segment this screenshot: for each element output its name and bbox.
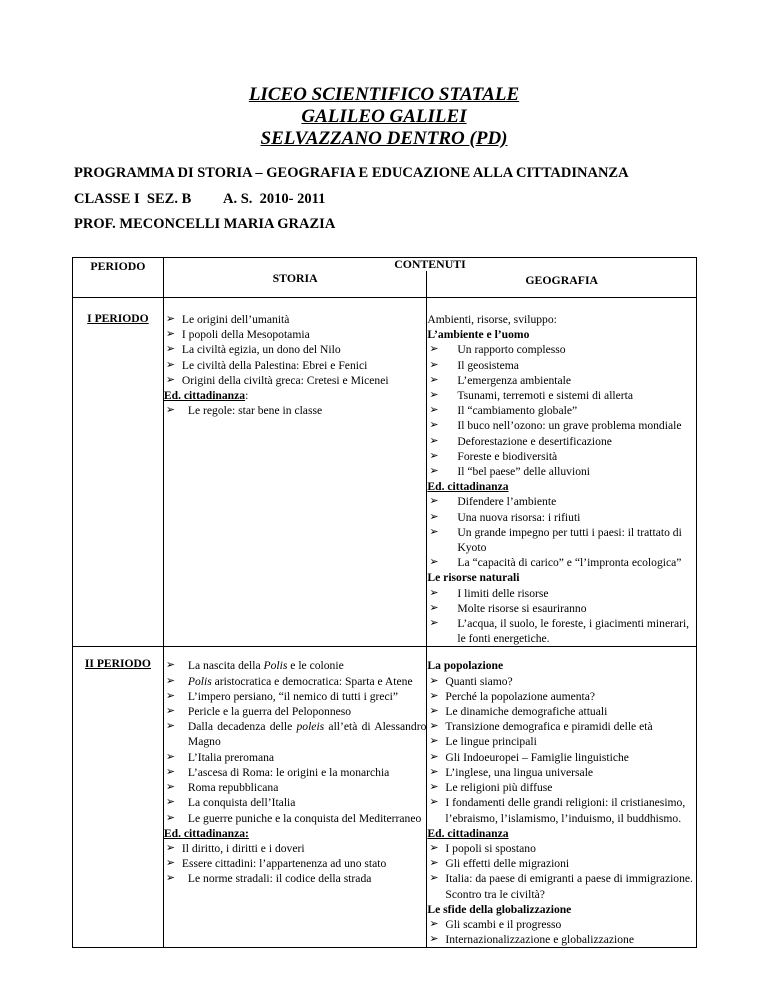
list-item: ➢ La conquista dell’Italia — [164, 795, 427, 810]
list-item: ➢ L’inglese, una lingua universale — [427, 765, 696, 780]
list-item: ➢ Quanti siamo? — [427, 674, 696, 689]
list-item: ➢ L’Italia preromana — [164, 750, 427, 765]
list-item: ➢ Difendere l’ambiente — [427, 494, 696, 509]
list-item: ➢ Il “bel paese” delle alluvioni — [427, 464, 696, 479]
list-item: ➢ Il “cambiamento globale” — [427, 403, 696, 418]
list-item: ➢ La civiltà egizia, un dono del Nilo — [164, 342, 427, 357]
list-item: ➢ Origini della civiltà greca: Cretesi e Micenei — [164, 373, 427, 388]
geo-list-5 — [427, 841, 696, 902]
list-item: ➢ Le guerre puniche e la conquista del Mediterraneo — [164, 811, 427, 826]
storia-list-1 — [164, 312, 427, 388]
list-item: ➢ Una nuova risorsa: i rifiuti — [427, 510, 696, 525]
storia-list-2 — [164, 658, 427, 825]
header-geografia: GEOGRAFIA — [427, 271, 697, 298]
storia-cell-1: ➢ Le origini dell’umanità ➢ I popoli della Mesopotamia ➢ La civiltà egizia, un dono del Nilo ➢ Le civiltà della Palestina: Ebrei e Fenici ➢ Origini della civiltà greca: Cretesi e Micenei Ed. cittadinanza: ➢ Le regole: star bene in classe — [163, 298, 427, 647]
list-item: ➢ Le dinamiche demografiche attuali — [427, 704, 696, 719]
list-item: ➢ Pericle e la guerra del Peloponneso — [164, 704, 427, 719]
geo-ed-heading: Ed. cittadinanza — [427, 480, 509, 494]
period-label-1: I PERIODO — [73, 298, 164, 647]
header-periodo: PERIODO — [73, 258, 164, 298]
list-item: ➢ Il diritto, i diritti e i doveri — [164, 841, 427, 856]
school-dedication: GALILEO GALILEI — [301, 106, 467, 127]
list-item: ➢ Le norme stradali: il codice della strada — [164, 871, 427, 886]
list-item: ➢ Un grande impegno per tutti i paesi: il trattato di Kyoto — [427, 525, 696, 555]
ed-list-1 — [164, 403, 427, 418]
list-item: ➢ Transizione demografica e piramidi delle età — [427, 719, 696, 734]
list-item: ➢ Foreste e biodiversità — [427, 449, 696, 464]
list-item: ➢ L’emergenza ambientale — [427, 373, 696, 388]
list-item: ➢ Dalla decadenza delle poleis all’età di Alessandro Magno — [164, 719, 427, 749]
school-location: SELVAZZANO DENTRO (PD) — [260, 128, 508, 149]
geografia-cell-2 — [427, 647, 697, 948]
list-item: ➢ I limiti delle risorse — [427, 586, 696, 601]
geografia-cell-1 — [427, 298, 697, 647]
list-item: ➢ L’impero persiano, “il nemico di tutti i greci” — [164, 689, 427, 704]
list-item: ➢ Gli scambi e il progresso — [427, 917, 696, 932]
table-row-p2 — [73, 647, 697, 948]
geo-heading: L’ambiente e l’uomo — [427, 328, 530, 342]
geo-list-3 — [427, 586, 696, 647]
list-item: ➢ Tsunami, terremoti e sistemi di allerta — [427, 388, 696, 403]
school-year: A. S. 2010- 2011 — [223, 191, 326, 207]
list-item: ➢ Il buco nell’ozono: un grave problema mondiale — [427, 418, 696, 433]
program-table — [72, 257, 697, 948]
list-item: ➢ Roma repubblicana — [164, 780, 427, 795]
period-label-2: II PERIODO — [73, 647, 164, 948]
list-item: ➢ Le regole: star bene in classe — [164, 403, 427, 418]
ed-cittadinanza-heading: Ed. cittadinanza — [163, 389, 246, 403]
header-contenuti: CONTENUTI — [163, 258, 696, 272]
list-item: ➢ L’acqua, il suolo, le foreste, i giacimenti minerari, le fonti energetiche. — [427, 616, 696, 646]
ed-cittadinanza-heading: Ed. cittadinanza: — [163, 826, 249, 840]
list-item: ➢ Un rapporto complesso — [427, 342, 696, 357]
program-title: PROGRAMMA DI STORIA – GEOGRAFIA E EDUCAZIONE ALLA CITTADINANZA — [74, 165, 629, 181]
ed-list-2 — [164, 841, 427, 887]
geo-list-2 — [427, 494, 696, 570]
list-item: ➢ Il geosistema — [427, 358, 696, 373]
geo-list-4 — [427, 674, 696, 826]
list-item: ➢ La “capacità di carico” e “l’impronta ecologica” — [427, 555, 696, 570]
list-item: ➢ Gli Indoeuropei – Famiglie linguistiche — [427, 750, 696, 765]
geo-list-1 — [427, 342, 696, 479]
table-header-row — [73, 258, 697, 272]
table-subheader-row — [73, 271, 697, 298]
header-storia: STORIA — [163, 271, 427, 298]
geo-ed-heading: Ed. cittadinanza — [427, 826, 509, 840]
geo-heading: Le risorse naturali — [427, 571, 520, 585]
list-item: ➢ L’ascesa di Roma: le origini e la monarchia — [164, 765, 427, 780]
list-item: ➢ Le religioni più diffuse — [427, 780, 696, 795]
table-row-p1 — [73, 298, 697, 647]
list-item: ➢ Perché la popolazione aumenta? — [427, 689, 696, 704]
geo-heading: La popolazione — [427, 659, 504, 673]
storia-cell-2 — [163, 647, 427, 948]
list-item: ➢ Gli effetti delle migrazioni — [427, 856, 696, 871]
list-item: ➢ Polis aristocratica e democratica: Sparta e Atene — [164, 674, 427, 689]
list-item: ➢ I fondamenti delle grandi religioni: il cristianesimo, l’ebraismo, l’islamismo, l’induismo, il buddhismo. — [427, 795, 696, 825]
geo-heading: Le sfide della globalizzazione — [427, 902, 572, 916]
list-item: ➢ Essere cittadini: l’appartenenza ad uno stato — [164, 856, 427, 871]
list-item: ➢ Molte risorse si esauriranno — [427, 601, 696, 616]
list-item: ➢ I popoli si spostano — [427, 841, 696, 856]
list-item: ➢ La nascita della Polis e le colonie — [164, 658, 427, 673]
school-name: LICEO SCIENTIFICO STATALE — [248, 84, 520, 105]
list-item: ➢ Le civiltà della Palestina: Ebrei e Fenici — [164, 358, 427, 373]
list-item: ➢ I popoli della Mesopotamia — [164, 327, 427, 342]
list-item: ➢ Le origini dell’umanità — [164, 312, 427, 327]
list-item: ➢ Deforestazione e desertificazione — [427, 434, 696, 449]
geo-intro: Ambienti, risorse, sviluppo: — [427, 313, 557, 326]
list-item: ➢ Italia: da paese di emigranti a paese di immigrazione. Scontro tra le civiltà? — [427, 871, 696, 901]
class-section: CLASSE I SEZ. B — [74, 191, 192, 207]
geo-list-6 — [427, 917, 696, 947]
list-item: ➢ Internazionalizzazione e globalizzazione — [427, 932, 696, 947]
list-item: ➢ Le lingue principali — [427, 734, 696, 749]
teacher-name: PROF. MECONCELLI MARIA GRAZIA — [74, 216, 336, 232]
